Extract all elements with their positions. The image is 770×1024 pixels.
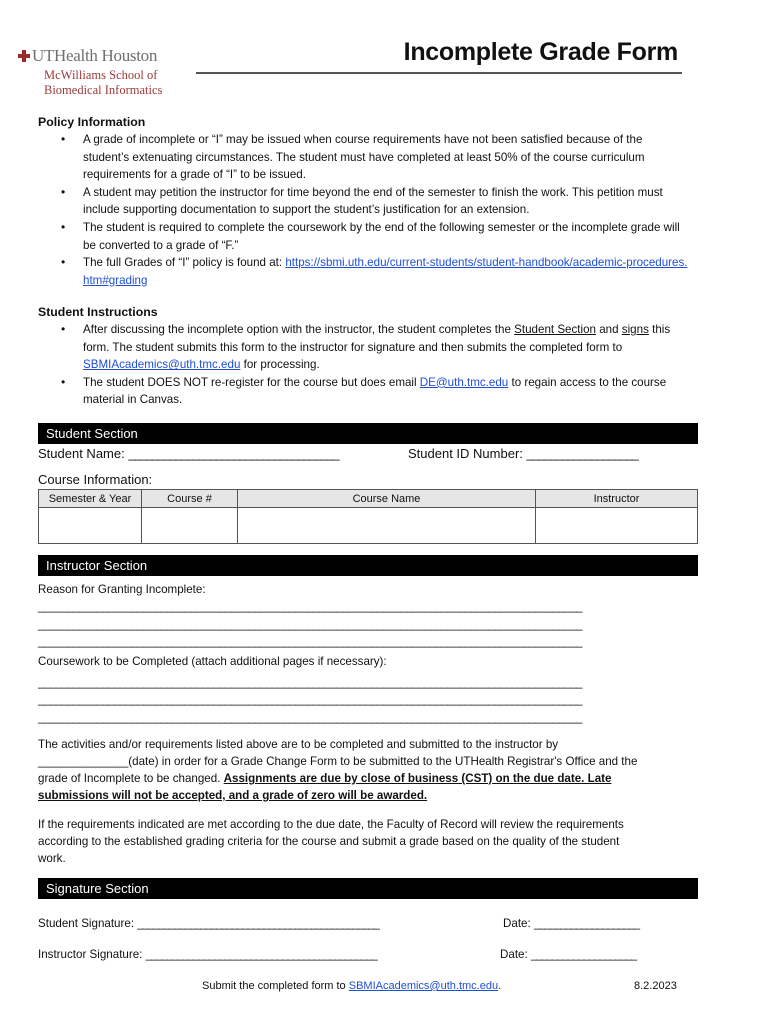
footer (202, 980, 501, 992)
text: Student Section (514, 323, 596, 336)
student-id-label: Student ID Number: (408, 446, 527, 461)
instructor-signature-field[interactable]: ____________________________________________ (145, 948, 377, 961)
text: this form. The student submits this form to the instructor for signature and then submits the completed form to (83, 323, 671, 354)
student-name-label: Student Name: (38, 446, 129, 461)
text: After discussing the incomplete option with the instructor, the student completes the (83, 323, 515, 336)
course-number-cell[interactable] (142, 508, 238, 544)
student-section-header: Student Section (38, 423, 698, 444)
policy-heading: Policy Information (38, 115, 146, 129)
cross-icon (18, 50, 30, 62)
title-divider (196, 72, 682, 74)
instruction-item (38, 321, 688, 374)
column-header: Semester & Year (39, 490, 142, 508)
semester-cell[interactable] (39, 508, 142, 544)
label: Instructor Signature: (38, 948, 146, 961)
label: Date: (500, 948, 531, 961)
instructor-date-row (500, 948, 636, 961)
column-header: Instructor (536, 490, 698, 508)
course-name-cell[interactable] (238, 508, 536, 544)
instructions-heading: Student Instructions (38, 305, 158, 319)
policy-section (38, 115, 688, 289)
review-paragraph: If the requirements indicated are met according to the due date, the Faculty of Record will review the requirements according to the established grading criteria for the course and submit a grade based on the quality of the student work. (38, 818, 624, 865)
policy-item: • A grade of incomplete or “I” may be issued when course requirements have not been satisfied because of the student’s extenuating circumstances. The student must have completed at least 50% of the course curriculum requirements for a grade of “I” to be issued. (38, 131, 688, 184)
student-date-row (503, 917, 639, 930)
text: to regain access to the course material in Canvas. (83, 375, 667, 407)
instructor-cell[interactable] (536, 508, 698, 544)
logo-subtitle (44, 68, 162, 98)
instructor-section (38, 581, 698, 726)
instructions-section (38, 305, 688, 409)
logo-sub-1: McWilliams School of (44, 68, 158, 82)
reason-label: Reason for Granting Incomplete: (38, 583, 206, 596)
policy-item-text: The full Grades of “I” policy is found at: (83, 256, 286, 270)
policy-item: • A student may petition the instructor for time beyond the end of the semester to finish the work. This petition must include supporting documentation to support the student’s justification for an extension. (38, 184, 688, 219)
student-id-row (408, 446, 637, 461)
footer-email-link[interactable]: SBMIAcademics@uth.tmc.edu (348, 980, 499, 992)
coursework-label: Coursework to be Completed (attach additional pages if necessary): (38, 654, 387, 668)
coursework-line[interactable]: _____________________________________________________________________________________________ (38, 710, 582, 724)
instructor-section-header: Instructor Section (38, 555, 698, 576)
text: The student DOES NOT re-register for the course but does email (83, 375, 420, 389)
signature-section-header: Signature Section (38, 878, 698, 899)
column-header: Course Name (238, 490, 536, 508)
footer-period: . (498, 980, 502, 992)
student-signature-field[interactable]: ______________________________________________ (137, 917, 379, 930)
coursework-line[interactable]: _____________________________________________________________________________________________ (38, 693, 582, 706)
text: and (596, 323, 622, 336)
student-id-field[interactable]: ___________________ (526, 446, 638, 461)
policy-link[interactable]: https://sbmi.uth.edu/current-students/student-handbook/academic-procedures.htm#grading (83, 256, 688, 287)
label: Date: (503, 917, 534, 930)
footer-text: Submit the completed form to (202, 980, 349, 992)
logo (18, 46, 157, 66)
instructor-signature-row (38, 948, 377, 961)
text: for processing. (240, 358, 320, 372)
column-header: Course # (142, 490, 238, 508)
label: Student Signature: (38, 917, 138, 930)
academics-email-link[interactable]: SBMIAcademics@uth.tmc.edu (83, 358, 241, 372)
text: The activities and/or requirements listed above are to be completed and submitted to the instructor by ______________(date) in order for a Grade Change Form to be submitted to the UTHealth Registrar's Office and the grade of Incomplete to be changed. (38, 738, 638, 785)
due-date-paragraph (38, 736, 663, 804)
course-info-label: Course Information: (38, 472, 153, 487)
logo-text: UTHealth Houston (32, 46, 158, 65)
student-signature-row (38, 917, 379, 930)
instruction-item (38, 374, 688, 409)
student-name-row (38, 446, 338, 461)
reason-line[interactable]: _____________________________________________________________________________________________ (38, 600, 582, 613)
instructor-date-field[interactable]: ____________________ (530, 948, 636, 961)
coursework-line[interactable]: _____________________________________________________________________________________________ (38, 675, 582, 689)
de-email-link[interactable]: DE@uth.tmc.edu (419, 375, 509, 389)
student-name-field[interactable]: ____________________________________ (128, 446, 339, 461)
text: signs (621, 323, 649, 336)
course-table (38, 489, 698, 544)
student-date-field[interactable]: ____________________ (533, 917, 639, 930)
policy-item (38, 254, 688, 289)
logo-sub-2: Biomedical Informatics (44, 83, 163, 97)
version-date: 8.2.2023 (634, 980, 677, 992)
reason-line[interactable]: _____________________________________________________________________________________________ (38, 635, 582, 648)
late-policy-text: Assignments are due by close of business (CST) on the due date. Late submissions will not be accepted, and a grade of zero will be awarded. (38, 772, 612, 802)
reason-line[interactable]: _____________________________________________________________________________________________ (38, 617, 582, 631)
policy-item: • The student is required to complete the coursework by the end of the following semester or the incomplete grade will be converted to a grade of “F.” (38, 219, 688, 254)
page-title: Incomplete Grade Form (403, 38, 678, 66)
